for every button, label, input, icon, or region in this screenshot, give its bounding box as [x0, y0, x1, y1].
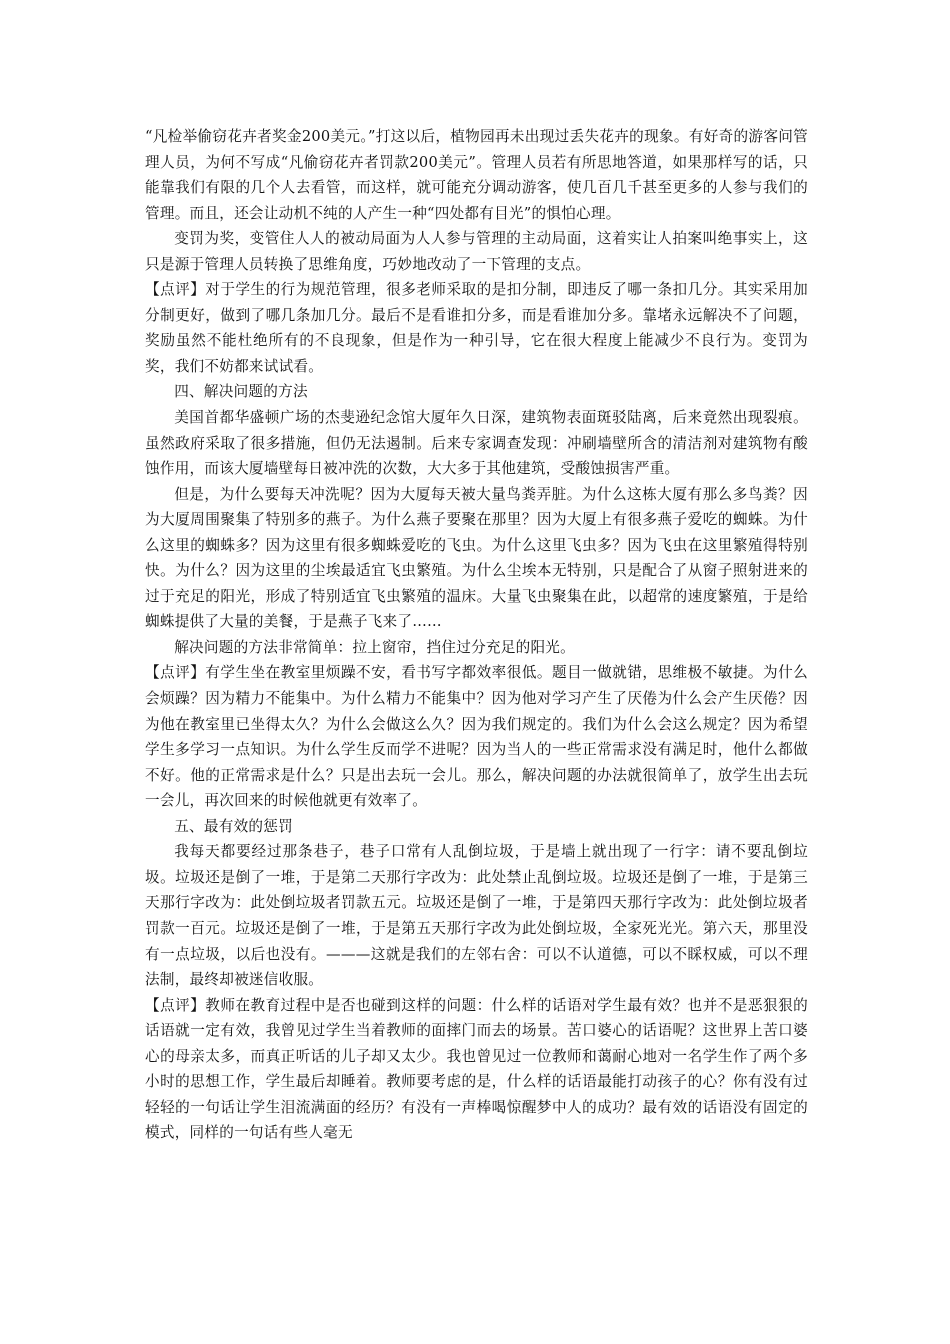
paragraph-garbage-alley: 我每天都要经过那条巷子，巷子口常有人乱倒垃圾，于是墙上就出现了一行字：请不要乱倒垃圾。垃圾还是倒了一堆，于是第二天那行字改为：此处禁止乱倒垃圾。垃圾还是倒了一堆，于是第三天那行字改为：此处倒垃圾者罚款五元。垃圾还是倒了一堆，于是第四天那行字改为：此处倒垃圾者罚款一百元。垃圾还是倒了一堆，于是第五天那行字改为此处倒垃圾，全家死光光。第六天，那里没有一点垃圾，以后也没有。———这就是我们的左邻右舍：可以不认道德，可以不睬权威，可以不理法制，最终却被迷信收服。	[145, 843, 808, 989]
paragraph-comment-3: 【点评】教师在教育过程中是否也碰到这样的问题：什么样的话语对学生最有效？也并不是恶狠狠的话语就一定有效，我曾见过学生当着教师的面摔门而去的场景。苦口婆心的话语呢？这世界上苦口婆心的母亲太多，而真正听话的儿子却又太少。我也曾见过一位教师和蔼耐心地对一名学生作了两个多小时的思想工作，学生最后却睡着。教师要考虑的是，什么样的话语最能打动孩子的心？你有没有过轻轻的一句话让学生泪流满面的经历？有没有一声棒喝惊醒梦中人的成功？最有效的话语没有固定的模式，同样的一句话有些人毫无	[145, 996, 808, 1142]
paragraph-solution: 解决问题的方法非常简单：拉上窗帘，挡住过分充足的阳光。	[174, 638, 575, 656]
section-heading-4: 四、解决问题的方法	[174, 383, 308, 401]
document-page	[145, 124, 808, 1146]
paragraph-why-chain: 但是，为什么要每天冲洗呢？因为大厦每天被大量鸟粪弄脏。为什么这栋大厦有那么多鸟粪？因为大厦周围聚集了特别多的燕子。为什么燕子要聚在那里？因为大厦上有很多燕子爱吃的蜘蛛。为什么这里的蜘蛛多？因为这里有很多蜘蛛爱吃的飞虫。为什么这里飞虫多？因为飞虫在这里繁殖得特别快。为什么？因为这里的尘埃最适宜飞虫繁殖。为什么尘埃本无特别，只是配合了从窗子照射进来的过于充足的阳光，形成了特别适宜飞虫繁殖的温床。大量飞虫聚集在此，以超常的速度繁殖，于是给蜘蛛提供了大量的美餐，于是燕子飞来了……	[145, 485, 808, 631]
section-heading-5: 五、最有效的惩罚	[174, 817, 293, 835]
paragraph-comment-1: 【点评】对于学生的行为规范管理，很多老师采取的是扣分制，即违反了哪一条扣几分。其实采用加分制更好，做到了哪几条加几分。最后不是看谁扣分多，而是看谁加分多。靠堵永远解决不了问题，奖励虽然不能杜绝所有的不良现象，但是作为一种引导，它在很大程度上能减少不良行为。变罚为奖，我们不妨都来试试看。	[145, 281, 808, 375]
paragraph-comment-2: 【点评】有学生坐在教室里烦躁不安，看书写字都效率很低。题目一做就错，思维极不敏捷。为什么会烦躁？因为精力不能集中。为什么精力不能集中？因为他对学习产生了厌倦为什么会产生厌倦？因为他在教室里已坐得太久？为什么会做这么久？因为我们规定的。我们为什么会这么规定？因为希望学生多学习一点知识。为什么学生反而学不进呢？因为当人的一些正常需求没有满足时，他什么都做不好。他的正常需求是什么？只是出去玩一会儿。那么，解决问题的办法就很简单了，放学生出去玩一会儿，再次回来的时候他就更有效率了。	[145, 664, 808, 810]
paragraph-jefferson-memorial: 美国首都华盛顿广场的杰斐逊纪念馆大厦年久日深，建筑物表面斑驳陆离，后来竟然出现裂痕。虽然政府采取了很多措施，但仍无法遏制。后来专家调查发现：冲刷墙壁所含的清洁剂对建筑物有酸蚀作用，而该大厦墙壁每日被冲洗的次数，大大多于其他建筑，受酸蚀损害严重。	[145, 409, 808, 478]
paragraph-reward-instead-of-penalty: 变罚为奖，变管住人人的被动局面为人人参与管理的主动局面，这着实让人拍案叫绝事实上，这只是源于管理人员转换了思维角度，巧妙地改动了一下管理的支点。	[145, 230, 808, 273]
paragraph-award-sign: “凡检举偷窃花卉者奖金200美元。”打这以后，植物园再未出现过丢失花卉的现象。有好奇的游客问管理人员，为何不写成“凡偷窃花卉者罚款200美元”。管理人员若有所思地答道，如果那样写的话，只能靠我们有限的几个人去看管，而这样，就可能充分调动游客，使几百几千甚至更多的人参与我们的管理。而且，还会让动机不纯的人产生一种“四处都有目光”的惧怕心理。	[145, 128, 808, 222]
